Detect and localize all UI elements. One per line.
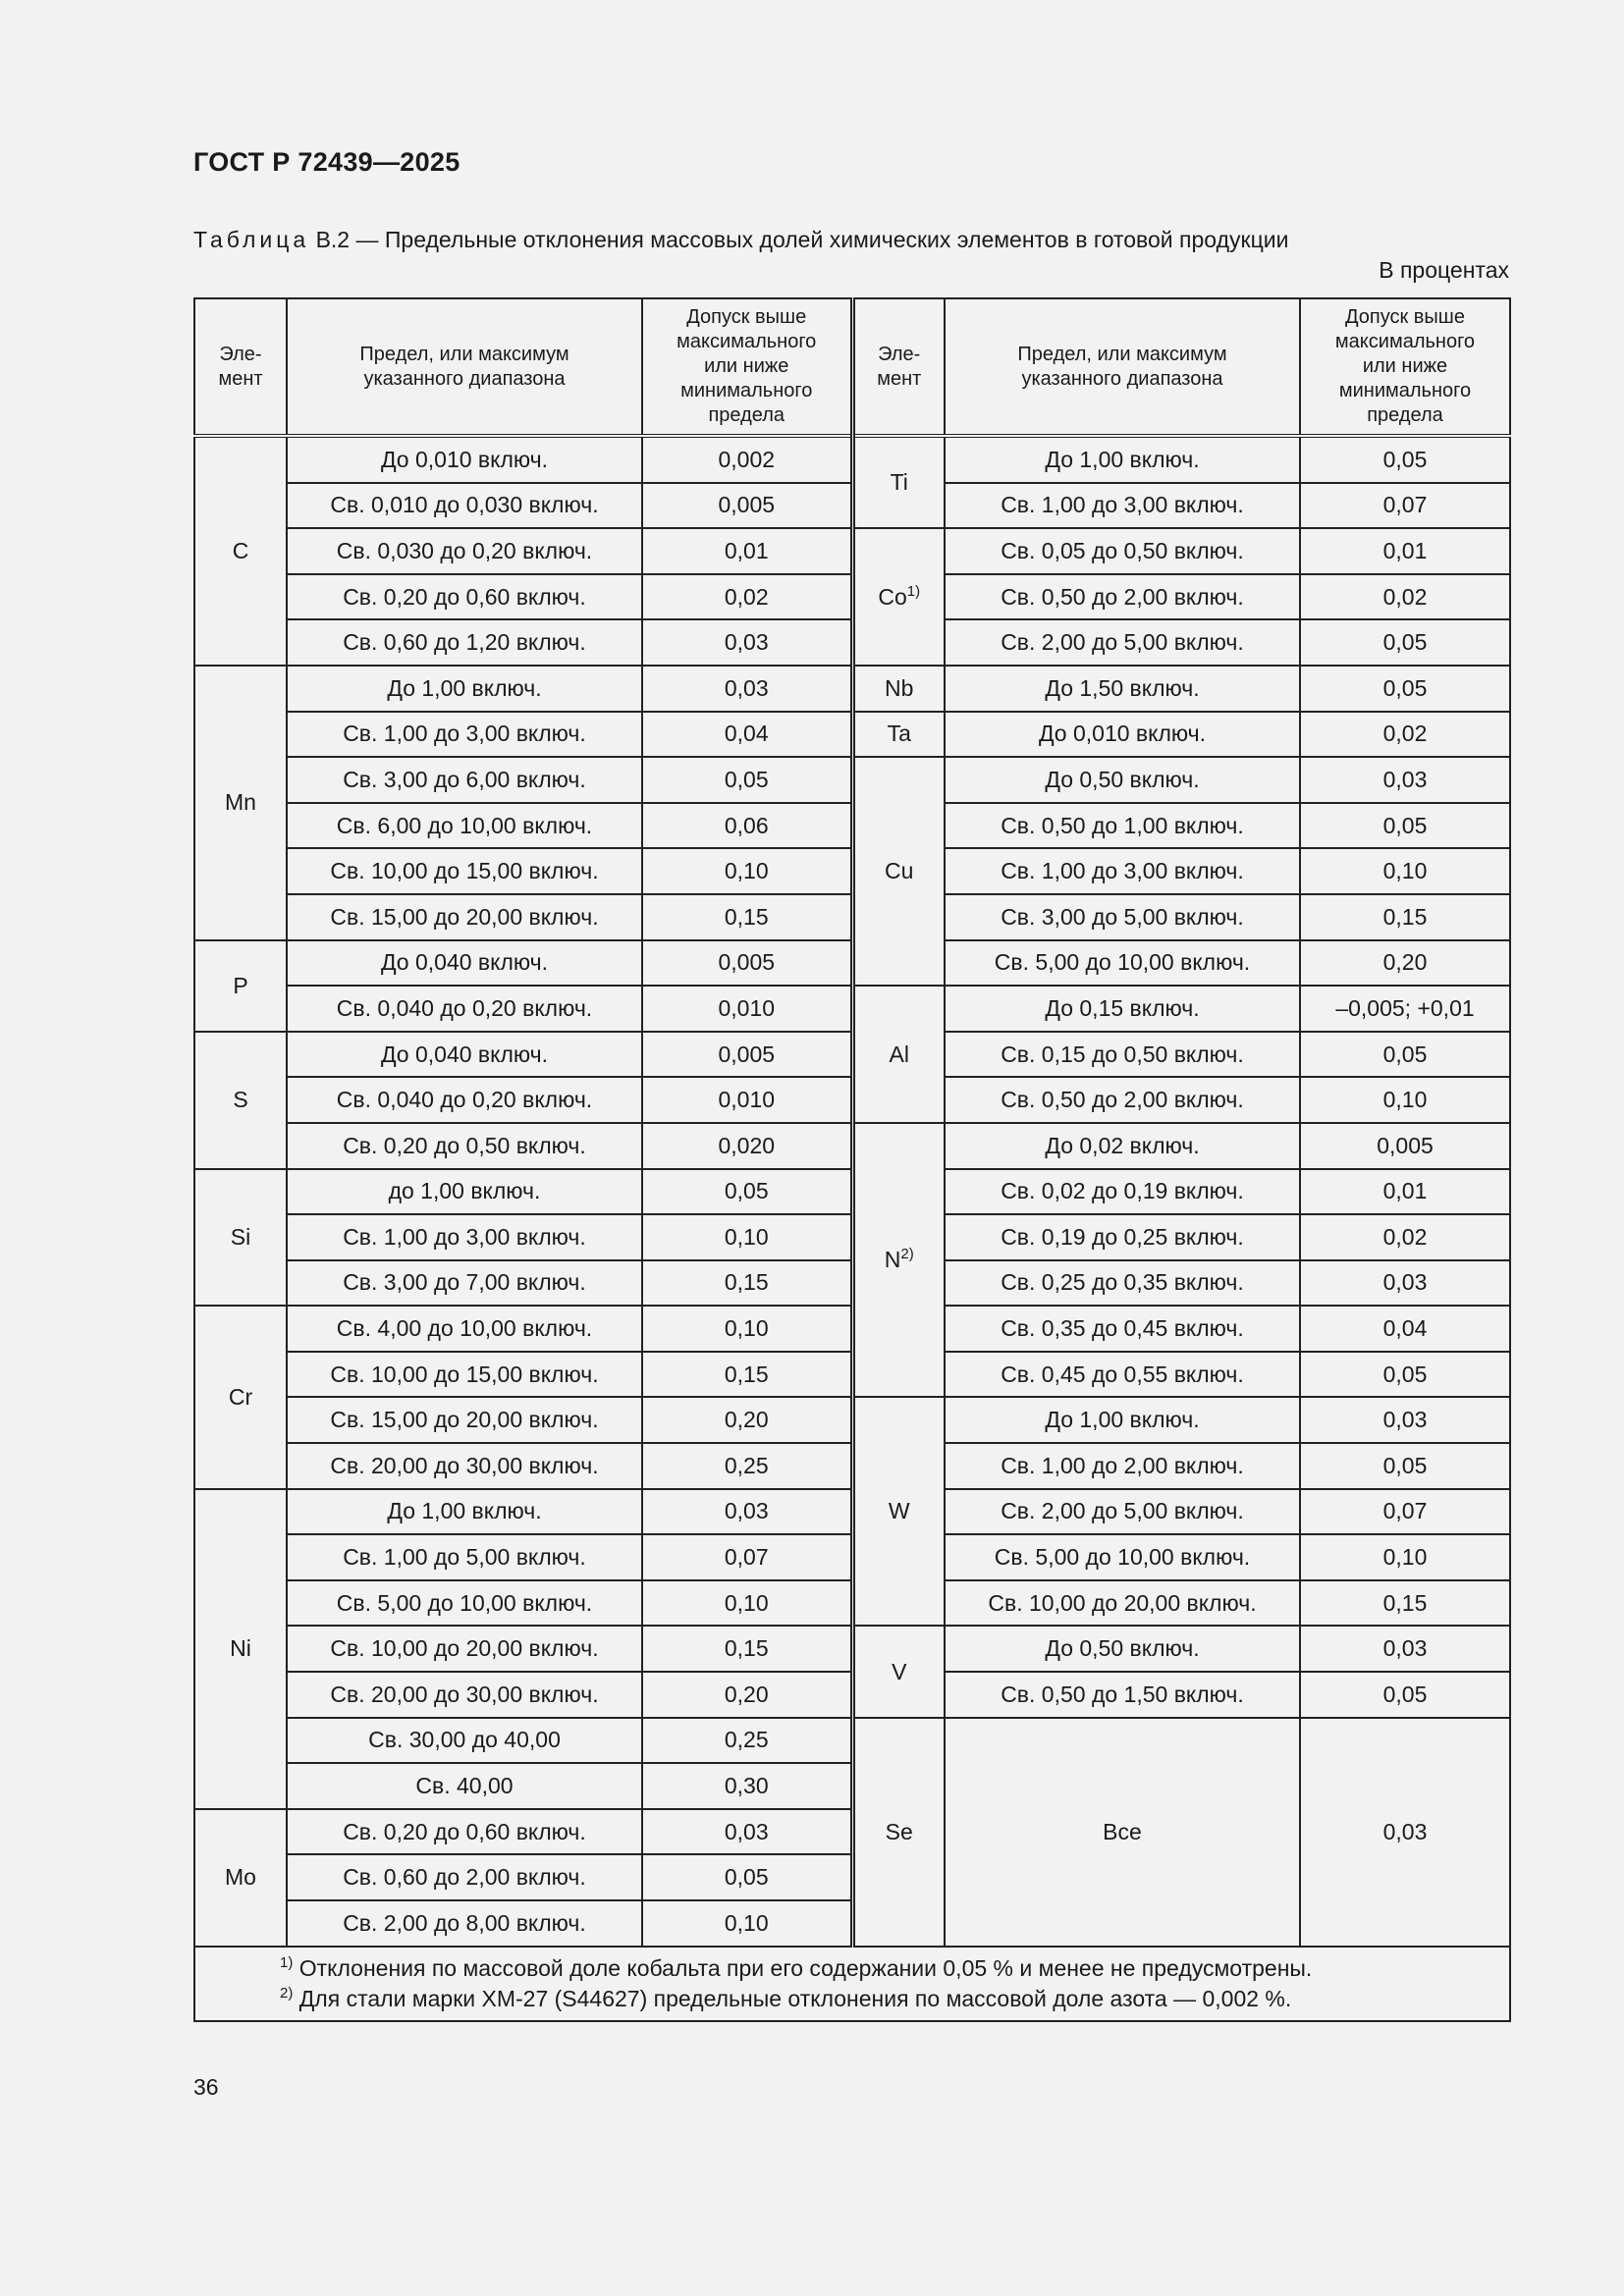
limit-cell: Св. 0,19 до 0,25 включ. bbox=[945, 1214, 1300, 1260]
limit-cell: До 0,50 включ. bbox=[945, 757, 1300, 803]
limit-cell: Св. 0,20 до 0,60 включ. bbox=[287, 1809, 642, 1855]
element-cell: Ti bbox=[852, 436, 945, 528]
tolerance-cell: 0,005 bbox=[642, 940, 852, 987]
limit-cell: Св. 0,50 до 2,00 включ. bbox=[945, 574, 1300, 620]
limit-cell: Св. 0,040 до 0,20 включ. bbox=[287, 986, 642, 1032]
tolerance-cell: 0,01 bbox=[1300, 1169, 1510, 1215]
limit-cell: Св. 0,60 до 1,20 включ. bbox=[287, 619, 642, 666]
element-cell: Nb bbox=[852, 666, 945, 712]
tolerance-cell: 0,10 bbox=[1300, 1534, 1510, 1580]
limit-cell: До 0,15 включ. bbox=[945, 986, 1300, 1032]
element-cell: P bbox=[194, 940, 287, 1032]
limit-cell: Св. 3,00 до 6,00 включ. bbox=[287, 757, 642, 803]
limit-cell: Св. 10,00 до 15,00 включ. bbox=[287, 848, 642, 894]
tolerance-cell: 0,05 bbox=[1300, 1443, 1510, 1489]
element-cell: Si bbox=[194, 1169, 287, 1307]
table-row bbox=[194, 1626, 1510, 1672]
table-row bbox=[194, 528, 1510, 574]
limit-cell: Св. 0,25 до 0,35 включ. bbox=[945, 1260, 1300, 1307]
footnotes-row bbox=[194, 1947, 1510, 2021]
limit-cell: Св. 0,040 до 0,20 включ. bbox=[287, 1077, 642, 1123]
limit-cell: Св. 1,00 до 3,00 включ. bbox=[287, 712, 642, 758]
header-tolerance-right: Допуск выше максимального или ниже минимального предела bbox=[1300, 298, 1510, 436]
tolerance-cell: 0,02 bbox=[1300, 574, 1510, 620]
limit-cell: До 1,50 включ. bbox=[945, 666, 1300, 712]
element-cell: Cu bbox=[852, 757, 945, 986]
header-tolerance: Допуск выше максимального или ниже минимального предела bbox=[642, 298, 852, 436]
tolerance-cell: 0,15 bbox=[642, 1260, 852, 1307]
limit-cell: Св. 20,00 до 30,00 включ. bbox=[287, 1672, 642, 1718]
tolerance-cell: 0,10 bbox=[642, 1214, 852, 1260]
limit-cell: Св. 0,50 до 1,00 включ. bbox=[945, 803, 1300, 849]
tolerance-cell: 0,20 bbox=[642, 1672, 852, 1718]
limit-cell: Св. 10,00 до 15,00 включ. bbox=[287, 1352, 642, 1398]
tolerance-cell: 0,03 bbox=[642, 666, 852, 712]
footnote-1: $^{1)}$ Отклонения по массовой доле кобальта при его содержании 0,05 % и менее не предусмотрены. bbox=[280, 1953, 1313, 1981]
limit-cell: Св. 0,45 до 0,55 включ. bbox=[945, 1352, 1300, 1398]
tolerance-cell: 0,010 bbox=[642, 1077, 852, 1123]
tolerance-cell: 0,03 bbox=[642, 1489, 852, 1535]
tolerance-cell: 0,30 bbox=[642, 1763, 852, 1809]
limit-cell: Св. 1,00 до 5,00 включ. bbox=[287, 1534, 642, 1580]
tolerance-cell: 0,10 bbox=[1300, 1077, 1510, 1123]
limit-cell: Св. 0,02 до 0,19 включ. bbox=[945, 1169, 1300, 1215]
tolerance-cell: 0,04 bbox=[1300, 1306, 1510, 1352]
tolerance-cell: 0,03 bbox=[1300, 1260, 1510, 1307]
header-limit-right: Предел, или максимум указанного диапазона bbox=[945, 298, 1300, 436]
element-cell: Se bbox=[852, 1718, 945, 1947]
limit-cell: Все bbox=[945, 1718, 1300, 1947]
limit-cell: Св. 0,35 до 0,45 включ. bbox=[945, 1306, 1300, 1352]
tolerance-cell: 0,02 bbox=[1300, 1214, 1510, 1260]
tolerance-cell: 0,05 bbox=[1300, 436, 1510, 483]
element-cell: W bbox=[852, 1397, 945, 1626]
limit-cell: Св. 0,030 до 0,20 включ. bbox=[287, 528, 642, 574]
element-cell: Mn bbox=[194, 666, 287, 940]
table-row bbox=[194, 1718, 1510, 1764]
tolerance-cell: 0,005 bbox=[642, 1032, 852, 1078]
limit-cell: Св. 0,20 до 0,60 включ. bbox=[287, 574, 642, 620]
limit-cell: Св. 10,00 до 20,00 включ. bbox=[287, 1626, 642, 1672]
limit-cell: Св. 1,00 до 3,00 включ. bbox=[945, 848, 1300, 894]
table-row bbox=[194, 712, 1510, 758]
tolerance-cell: 0,002 bbox=[642, 436, 852, 483]
tolerance-cell: 0,10 bbox=[642, 1900, 852, 1947]
limit-cell: Св. 0,15 до 0,50 включ. bbox=[945, 1032, 1300, 1078]
tolerance-cell: 0,20 bbox=[1300, 940, 1510, 987]
limit-cell: До 0,010 включ. bbox=[287, 436, 642, 483]
tolerance-cell: 0,07 bbox=[1300, 483, 1510, 529]
limit-cell: Св. 0,60 до 2,00 включ. bbox=[287, 1854, 642, 1900]
limit-cell: Св. 0,50 до 2,00 включ. bbox=[945, 1077, 1300, 1123]
tolerance-cell: 0,20 bbox=[642, 1397, 852, 1443]
header-element-right: Эле- мент bbox=[852, 298, 945, 436]
tolerance-cell: 0,25 bbox=[642, 1443, 852, 1489]
tolerance-cell: 0,010 bbox=[642, 986, 852, 1032]
element-cell: Mo bbox=[194, 1809, 287, 1947]
element-cell: C bbox=[194, 436, 287, 666]
tolerance-cell: 0,03 bbox=[642, 619, 852, 666]
tolerance-cell: 0,15 bbox=[1300, 1580, 1510, 1627]
table-units: В процентах bbox=[1379, 257, 1509, 283]
tolerance-cell: 0,020 bbox=[642, 1123, 852, 1169]
tolerance-cell: 0,01 bbox=[642, 528, 852, 574]
table-row bbox=[194, 986, 1510, 1032]
limit-cell: Св. 5,00 до 10,00 включ. bbox=[945, 1534, 1300, 1580]
limit-cell: До 1,00 включ. bbox=[287, 1489, 642, 1535]
element-cell: $N^{2)}$ bbox=[852, 1123, 945, 1398]
tolerance-cell: 0,15 bbox=[642, 1626, 852, 1672]
tolerance-cell: 0,05 bbox=[1300, 1032, 1510, 1078]
table-caption-text: В.2 — Предельные отклонения массовых долей химических элементов в готовой продукции bbox=[315, 227, 1289, 252]
footnote-2: $^{2)}$ Для стали марки XM-27 (S44627) предельные отклонения по массовой доле азота — 0,002 %. bbox=[280, 1984, 1292, 2011]
limit-cell: Св. 30,00 до 40,00 bbox=[287, 1718, 642, 1764]
tolerance-cell: 0,005 bbox=[642, 483, 852, 529]
limit-cell: До 0,040 включ. bbox=[287, 940, 642, 987]
limit-cell: До 0,50 включ. bbox=[945, 1626, 1300, 1672]
limit-cell: до 1,00 включ. bbox=[287, 1169, 642, 1215]
tolerance-cell: 0,10 bbox=[1300, 848, 1510, 894]
limit-cell: Св. 0,50 до 1,50 включ. bbox=[945, 1672, 1300, 1718]
tolerance-cell: 0,03 bbox=[1300, 1397, 1510, 1443]
document-code: ГОСТ Р 72439—2025 bbox=[193, 147, 460, 177]
table-row bbox=[194, 436, 1510, 483]
tolerance-cell: 0,02 bbox=[642, 574, 852, 620]
tolerance-cell: 0,05 bbox=[1300, 1352, 1510, 1398]
limit-cell: Св. 5,00 до 10,00 включ. bbox=[945, 940, 1300, 987]
element-cell: Cr bbox=[194, 1306, 287, 1488]
limit-cell: Св. 4,00 до 10,00 включ. bbox=[287, 1306, 642, 1352]
tolerance-cell: 0,07 bbox=[642, 1534, 852, 1580]
limit-cell: До 1,00 включ. bbox=[287, 666, 642, 712]
table-row bbox=[194, 1397, 1510, 1443]
tolerance-cell: 0,05 bbox=[1300, 666, 1510, 712]
tolerance-cell: 0,05 bbox=[642, 1169, 852, 1215]
table-row bbox=[194, 1123, 1510, 1169]
table-caption bbox=[193, 227, 1509, 253]
limit-cell: Св. 1,00 до 3,00 включ. bbox=[287, 1214, 642, 1260]
limit-cell: До 0,02 включ. bbox=[945, 1123, 1300, 1169]
limit-cell: Св. 2,00 до 8,00 включ. bbox=[287, 1900, 642, 1947]
limit-cell: До 1,00 включ. bbox=[945, 1397, 1300, 1443]
limit-cell: Св. 5,00 до 10,00 включ. bbox=[287, 1580, 642, 1627]
limit-cell: Св. 6,00 до 10,00 включ. bbox=[287, 803, 642, 849]
limit-cell: Св. 20,00 до 30,00 включ. bbox=[287, 1443, 642, 1489]
element-cell: Ni bbox=[194, 1489, 287, 1809]
limit-cell: Св. 0,05 до 0,50 включ. bbox=[945, 528, 1300, 574]
tolerance-cell: 0,15 bbox=[642, 894, 852, 940]
table-header-row bbox=[194, 298, 1510, 436]
limit-cell: До 0,010 включ. bbox=[945, 712, 1300, 758]
tolerance-cell: 0,05 bbox=[642, 1854, 852, 1900]
limit-cell: Св. 0,20 до 0,50 включ. bbox=[287, 1123, 642, 1169]
tolerance-cell: 0,10 bbox=[642, 848, 852, 894]
deviations-table bbox=[193, 297, 1511, 2022]
limit-cell: Св. 1,00 до 3,00 включ. bbox=[945, 483, 1300, 529]
table-body bbox=[194, 436, 1510, 1947]
element-cell: S bbox=[194, 1032, 287, 1169]
limit-cell: Св. 3,00 до 5,00 включ. bbox=[945, 894, 1300, 940]
limit-cell: До 1,00 включ. bbox=[945, 436, 1300, 483]
tolerance-cell: 0,05 bbox=[1300, 803, 1510, 849]
tolerance-cell: 0,05 bbox=[642, 757, 852, 803]
limit-cell: Св. 10,00 до 20,00 включ. bbox=[945, 1580, 1300, 1627]
limit-cell: Св. 2,00 до 5,00 включ. bbox=[945, 619, 1300, 666]
footnotes-cell bbox=[194, 1947, 1510, 2021]
table-row bbox=[194, 666, 1510, 712]
tolerance-cell: 0,05 bbox=[1300, 619, 1510, 666]
element-cell: Al bbox=[852, 986, 945, 1123]
header-element: Эле- мент bbox=[194, 298, 287, 436]
header-limit: Предел, или максимум указанного диапазона bbox=[287, 298, 642, 436]
limit-cell: Св. 2,00 до 5,00 включ. bbox=[945, 1489, 1300, 1535]
limit-cell: Св. 15,00 до 20,00 включ. bbox=[287, 1397, 642, 1443]
tolerance-cell: 0,15 bbox=[1300, 894, 1510, 940]
tolerance-cell: 0,07 bbox=[1300, 1489, 1510, 1535]
limit-cell: Св. 0,010 до 0,030 включ. bbox=[287, 483, 642, 529]
tolerance-cell: 0,02 bbox=[1300, 712, 1510, 758]
limit-cell: Св. 1,00 до 2,00 включ. bbox=[945, 1443, 1300, 1489]
limit-cell: Св. 40,00 bbox=[287, 1763, 642, 1809]
element-cell: V bbox=[852, 1626, 945, 1717]
tolerance-cell: 0,03 bbox=[1300, 757, 1510, 803]
tolerance-cell: 0,05 bbox=[1300, 1672, 1510, 1718]
limit-cell: Св. 15,00 до 20,00 включ. bbox=[287, 894, 642, 940]
element-cell: Ta bbox=[852, 712, 945, 758]
tolerance-cell: 0,04 bbox=[642, 712, 852, 758]
tolerance-cell: 0,25 bbox=[642, 1718, 852, 1764]
page-number: 36 bbox=[193, 2074, 219, 2100]
limit-cell: Св. 3,00 до 7,00 включ. bbox=[287, 1260, 642, 1307]
table-row bbox=[194, 757, 1510, 803]
tolerance-cell: 0,10 bbox=[642, 1306, 852, 1352]
tolerance-cell: 0,01 bbox=[1300, 528, 1510, 574]
element-cell: Co$^{1)}$ bbox=[852, 528, 945, 666]
tolerance-cell: –0,005; +0,01 bbox=[1300, 986, 1510, 1032]
tolerance-cell: 0,03 bbox=[642, 1809, 852, 1855]
tolerance-cell: 0,06 bbox=[642, 803, 852, 849]
tolerance-cell: 0,03 bbox=[1300, 1626, 1510, 1672]
tolerance-cell: 0,005 bbox=[1300, 1123, 1510, 1169]
tolerance-cell: 0,03 bbox=[1300, 1718, 1510, 1947]
limit-cell: До 0,040 включ. bbox=[287, 1032, 642, 1078]
tolerance-cell: 0,10 bbox=[642, 1580, 852, 1627]
tolerance-cell: 0,15 bbox=[642, 1352, 852, 1398]
table-caption-prefix: Таблица bbox=[193, 227, 310, 252]
